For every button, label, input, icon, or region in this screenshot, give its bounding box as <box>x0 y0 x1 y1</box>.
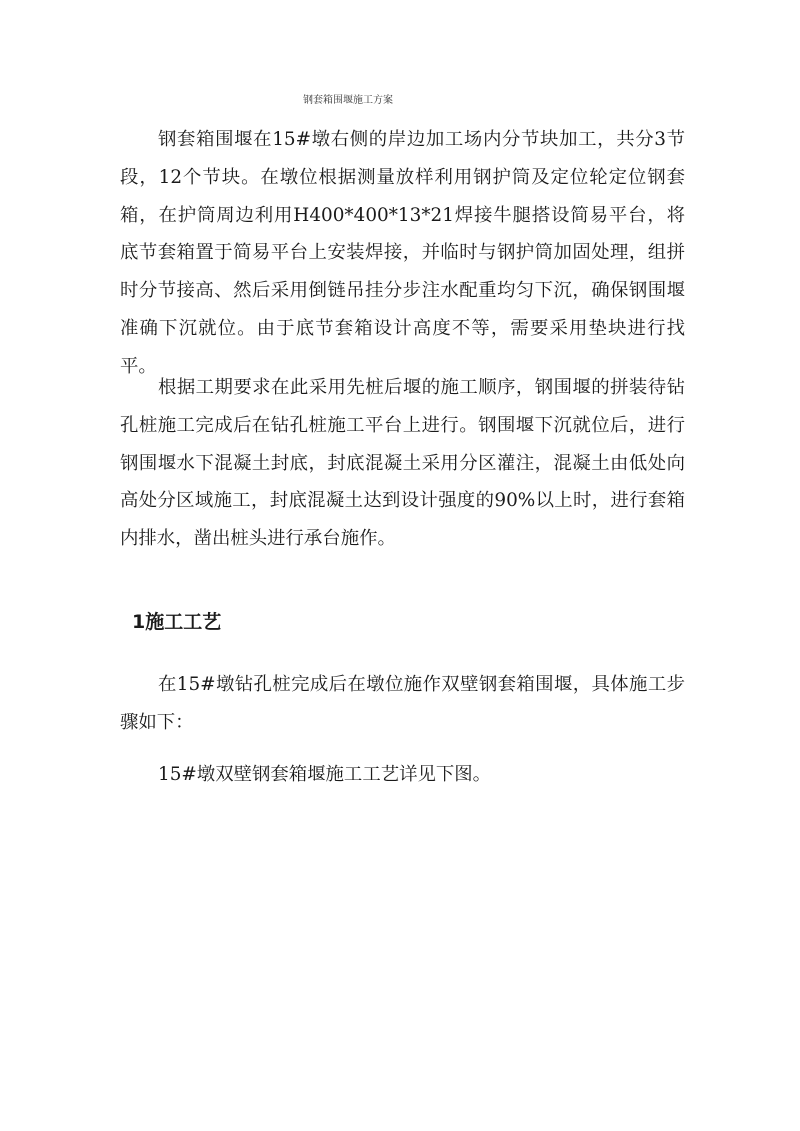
section-heading: 1施工工艺 <box>132 611 222 633</box>
figure-reference: 15#墩双壁钢套箱堰施工工艺详见下图。 <box>158 764 492 785</box>
body-paragraph-2: 根据工期要求在此采用先桩后堰的施工顺序，钢围堰的拼装待钻孔桩施工完成后在钻孔桩施工平台上进行。钢围堰下沉就位后，进行钢围堰水下混凝土封底，封底混凝土采用分区灌注，混凝土由低处向高处分区域施工，封底混凝土达到设计强度的90%以上时，进行套箱内排水，凿出桩头进行承台施作。 <box>120 377 685 550</box>
body-paragraph-1: 钢套箱围堰在15#墩右侧的岸边加工场内分节块加工，共分3节段，12个节块。在墩位根据测量放样利用钢护筒及定位轮定位钢套箱，在护筒周边利用H400*400*13*21焊接牛腿搭设简易平台，将底节套箱置于简易平台上安装焊接，并临时与钢护筒加固处理，组拼时分节接高、然后采用倒链吊挂分步注水配重均匀下沉，确保钢围堰准确下沉就位。由于底节套箱设计高度不等，需要采用垫块进行找平。 <box>120 129 685 377</box>
section-paragraph: 在15#墩钻孔桩完成后在墩位施作双壁钢套箱围堰，具体施工步骤如下： <box>120 674 685 733</box>
page-header: 钢套箱围堰施工方案 <box>303 95 393 106</box>
